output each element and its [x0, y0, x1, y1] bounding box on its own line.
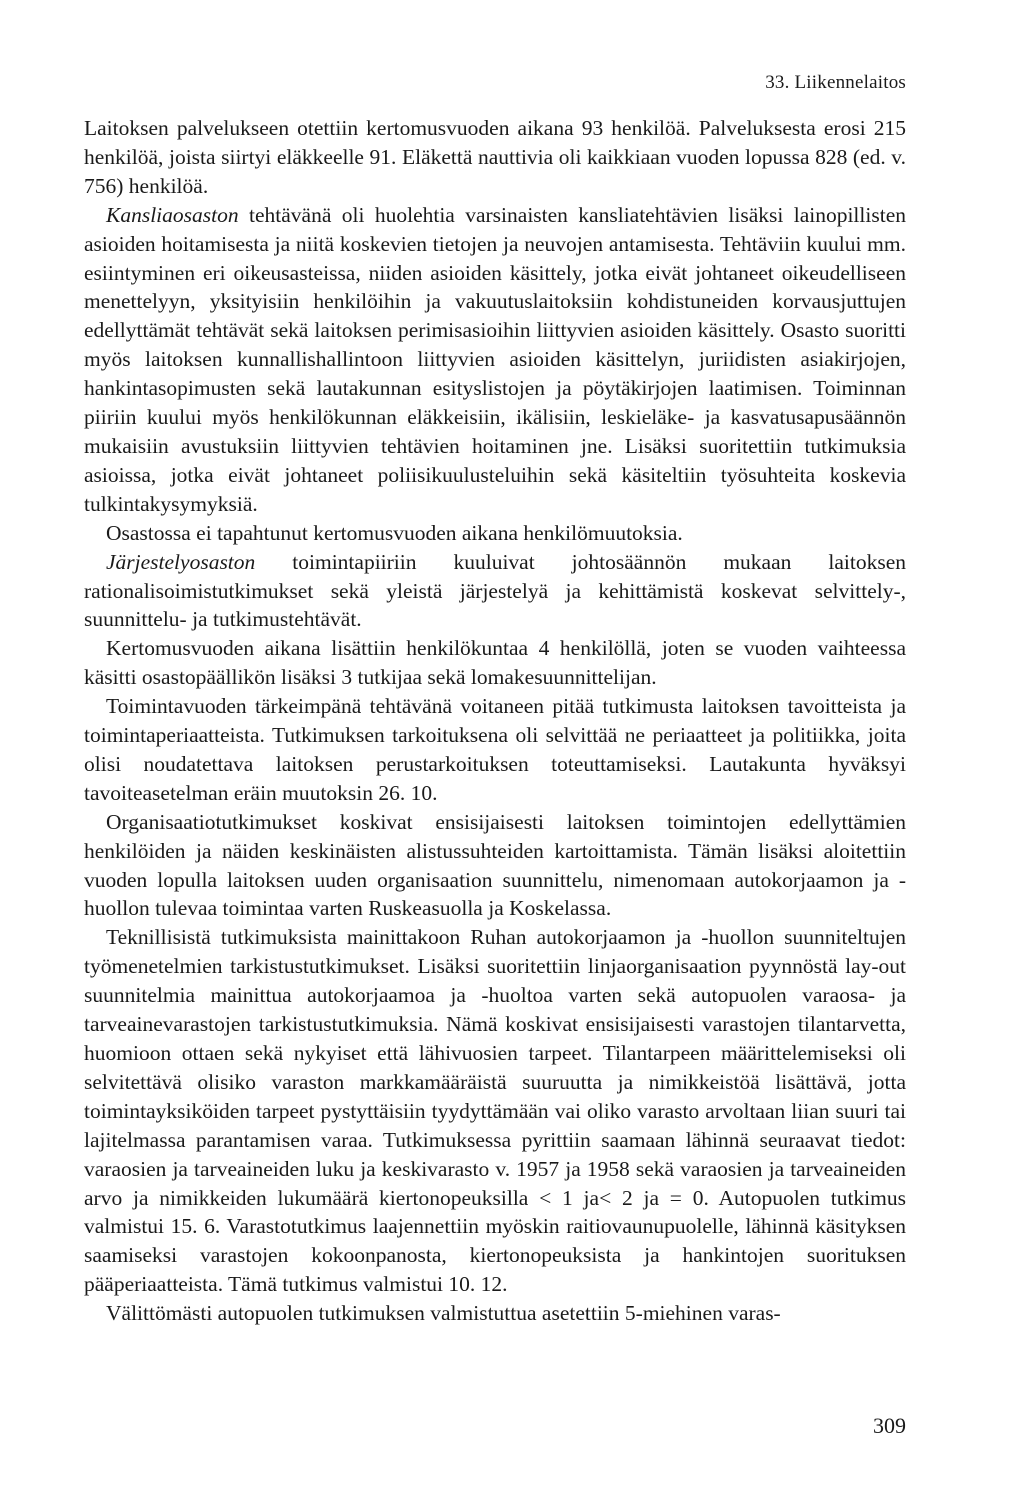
running-head: 33. Liikennelaitos [765, 72, 906, 93]
paragraph-technical-studies: Teknillisistä tutkimuksista mainittakoon Ruhan autokorjaamon ja -huollon suunniteltujen työmenetelmien tarkistustutkimukset. Lisäksi suoritettiin linjaorganisaation pyynnöstä lay-out suunnitelmia mainittua autokorjaamoa ja -huoltoa varten sekä autopuolen varaosa- ja tarveainevarastojen tarkistustutkimuksia. Nämä koskivat ensisijaisesti varastojen tilantarvetta, huomioon ottaen sekä nykyiset että lähivuosien tarpeet. Tilantarpeen määrittelemiseksi oli selvitettävä olisiko varaston markkamääräistä suuruutta ja nimikkeistöä lisättävä, jotta toimintayksiköiden tarpeet pystyttäisiin tyydyttämään vai oliko varasto arvoltaan liian suuri tai lajitelmassa parantamisen varaa. Tutkimuksessa pyrittiin saamaan lähinnä seuraavat tiedot: varaosien ja tarveaineiden luku ja keskivarasto v. 1957 ja 1958 sekä varaosien ja tarveaineiden arvo ja nimikkeiden lukumäärä kiertonopeuksilla < 1 ja< 2 ja = 0. Autopuolen tutkimus valmistui 15. 6. Varastotutkimus laajennettiin myöskin raitiovaunupuolelle, lähinnä käsityksen saamiseksi varastojen kokoonpanosta, kiertonopeuksista ja hankintojen suorituksen pääperiaatteista. Tämä tutkimus valmistui 10. 12. [84, 925, 906, 1297]
paragraph-legal-department [84, 201, 906, 519]
page-number: 309 [873, 1413, 906, 1438]
section-heading-jarjestelyosasto: Järjestelyosaston [106, 549, 256, 574]
paragraph-text: toimintapiiriin kuuluivat johtosäännön mukaan laitoksen rationalisoimistutkimukset sekä yleistä järjestelyä ja kehittämistä koskevat selvittely-, suunnittelu- ja tutkimustehtävät. [84, 549, 906, 632]
paragraph-no-personnel-changes: Osastossa ei tapahtunut kertomusvuoden aikana henkilömuutoksia. [106, 520, 683, 545]
paragraph-organization-studies: Organisaatiotutkimukset koskivat ensisijaisesti laitoksen toimintojen edellyttämien henkilöiden ja näiden keskinäisten alistussuhteiden kartoittamista. Tämän lisäksi aloitettiin vuoden lopulla laitoksen uuden organisaation suunnittelu, nimenomaan autokorjaamon ja -huollon tulevaa toimintaa varten Ruskeasuolla ja Koskelassa. [84, 809, 906, 921]
paragraph-staff-increase: Kertomusvuoden aikana lisättiin henkilökuntaa 4 henkilöllä, joten se vuoden vaihteessa käsitti osastopäällikön lisäksi 3 tutkijaa sekä lomakesuunnittelijan. [84, 636, 906, 690]
paragraph-staff-changes: Laitoksen palvelukseen otettiin kertomusvuoden aikana 93 henkilöä. Palveluksesta erosi 215 henkilöä, joista siirtyi eläkkeelle 91. Eläkettä nauttivia oli kaikkiaan vuoden lopussa 828 (ed. v. 756) henkilöä. [84, 116, 906, 198]
paragraph-organization-department [84, 548, 906, 635]
paragraph-committee: Välittömästi autopuolen tutkimuksen valmistuttua asetettiin 5-miehinen varas- [106, 1301, 781, 1326]
section-heading-kansliaosasto: Kansliaosaston [106, 202, 239, 227]
body-text [84, 114, 906, 1328]
paragraph-text: tehtävänä oli huolehtia varsinaisten kansliatehtävien lisäksi lainopillisten asioiden hoitamisesta ja niitä koskevien tietojen ja neuvojen antamisesta. Tehtäviin kuului mm. esiintyminen eri oikeusasteissa, niiden asioiden käsittely, jotka eivät johtaneet oikeudelliseen menettelyyn, yksityisiin henkilöihin ja vakuutuslaitoksiin kohdistuneiden korvausjuttujen edellyttämät tehtävät sekä laitoksen perimisasioihin liittyvien asioiden käsittely. Osasto suoritti myös laitoksen kunnallishallintoon liittyvien asioiden käsittelyn, juriidisten asiakirjojen, hankintasopimusten sekä lautakunnan esityslistojen ja pöytäkirjojen laatimisen. Toiminnan piiriin kuului myös henkilökunnan eläkkeisiin, ikälisiin, leskieläke- ja kasvatusapusäännön mukaisiin avustuksiin liittyvien tehtävien hoitaminen jne. Lisäksi suoritettiin tutkimuksia asioissa, jotka eivät johtaneet poliisikuulusteluihin sekä käsiteltiin työsuhteita koskevia tulkintakysymyksiä. [84, 202, 906, 516]
paragraph-goals-study: Toimintavuoden tärkeimpänä tehtävänä voitaneen pitää tutkimusta laitoksen tavoitteista ja toimintaperiaatteista. Tutkimuksen tarkoituksena oli selvittää ne periaatteet ja politiikka, joita olisi noudatettava laitoksen perustarkoituksen toteuttamiseksi. Lautakunta hyväksyi tavoiteasetelman eräin muutoksin 26. 10. [84, 694, 906, 805]
